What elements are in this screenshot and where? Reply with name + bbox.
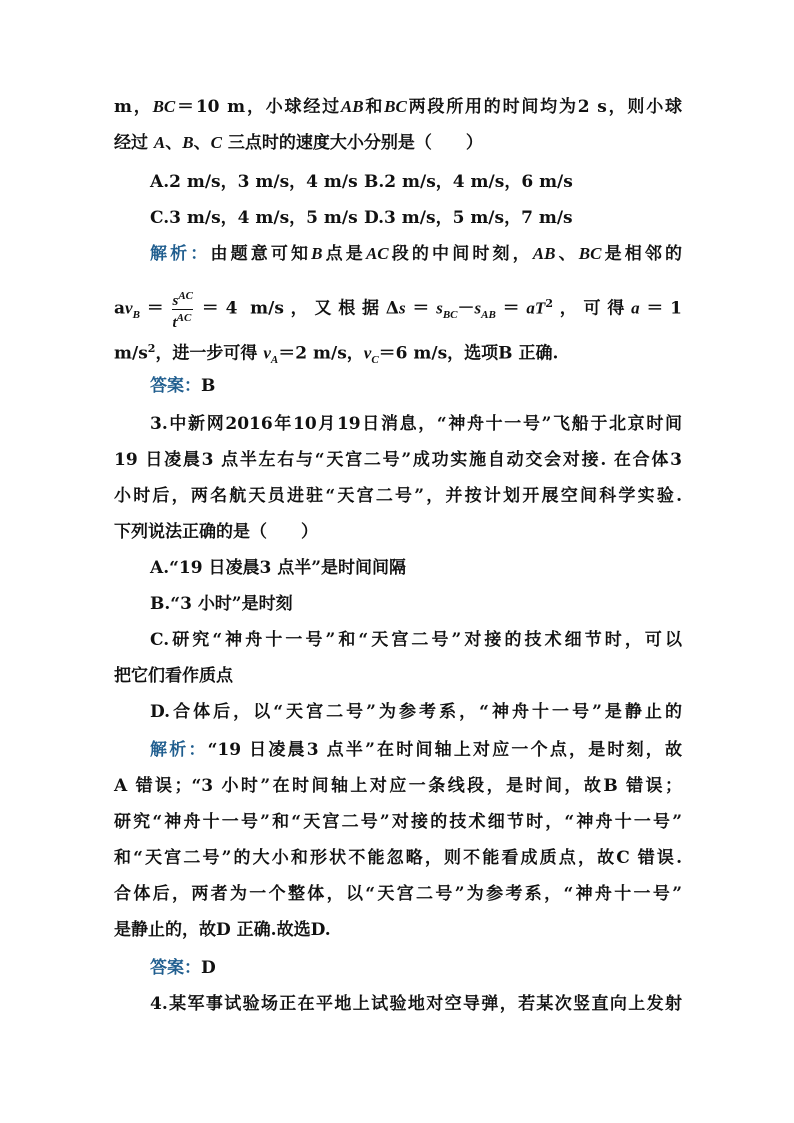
q3-option-b: B.“3 小时”是时刻 [150, 594, 293, 614]
q3-line-4: 下列说法正确的是（ ） [114, 522, 318, 542]
q2-jiexi-line-1: 解析：由题意可知B点是AC段的中间时刻，AB、BC是相邻的 [150, 244, 683, 264]
q2-options-row-1 [150, 170, 682, 194]
q2-line-2: 经过 A、B、C 三点时的速度大小分别是（ ） [114, 133, 483, 153]
q2-line-1: m，BC＝10 m，小球经过AB和BC两段所用的时间均为2 s，则小球 [114, 97, 682, 117]
q3-option-c-line-1: C.研究“神舟十一号”和“天宫二号”对接的技术细节时，可以 [150, 630, 682, 650]
q2-jiexi-line-2: $av_B=$ $\frac{s^{AC}}{t^{AC}}$ ＝4 m/s，又根据$\Delta s=s_{BC}-s_{AB}=aT^2$，可得a＝1 [114, 289, 683, 331]
q3-jiexi-line-5: 合体后，两者为一个整体，以“天宫二号”为参考系，“神舟十一号” [114, 884, 682, 904]
q4-line-1: 4.某军事试验场正在平地上试验地对空导弹，若某次竖直向上发射 [150, 994, 682, 1014]
q3-jiexi-line-1: 解析：“19 日凌晨3 点半”在时间轴上对应一个点，是时刻，故 [150, 740, 682, 760]
q3-jiexi-line-3: 研究“神舟十一号”和“天宫二号”对接的技术细节时，“神舟十一号” [114, 812, 682, 832]
q3-answer [150, 956, 682, 980]
q2-answer [150, 374, 682, 398]
q3-line-2: 19 日凌晨3 点半左右与“天宫二号”成功实施自动交会对接. 在合体3 [114, 450, 682, 470]
q3-jiexi-line-4: 和“天宫二号”的大小和形状不能忽略，则不能看成质点，故C 错误. [114, 848, 682, 868]
q2-answer-value: B [201, 376, 216, 396]
q3-jiexi-line-6: 是静止的，故D 正确.故选D. [114, 920, 331, 940]
q3-answer-label: 答案： [150, 958, 201, 978]
q2-jiexi-line-3: $m/s^2$，进一步可得 $v_A=2$ m/s，$v_C=6$ m/s，选项B 正确. [114, 342, 559, 367]
q2-option-b: B.2 m/s，4 m/s，6 m/s [364, 172, 573, 192]
q3-option-c-line-2: 把它们看作质点 [114, 666, 233, 686]
q2-options-row-2 [150, 206, 682, 230]
q2-option-d: D.3 m/s，5 m/s，7 m/s [364, 208, 573, 228]
velocity-fraction: $\frac{s^{AC}}{t^{AC}}$ [172, 289, 194, 331]
q3-option-a: A.“19 日凌晨3 点半”是时间间隔 [150, 558, 406, 578]
q2-jiexi-label: 解析： [150, 244, 211, 264]
q3-line-3: 小时后，两名航天员进驻“天宫二号”，并按计划开展空间科学实验. [114, 486, 682, 506]
q3-line-1: 3.中新网2016年10月19日消息，“神舟十一号”飞船于北京时间 [150, 414, 682, 434]
q3-jiexi-label: 解析： [150, 740, 208, 760]
q2-option-c: C.3 m/s，4 m/s，5 m/s [150, 208, 358, 228]
q3-jiexi-line-2: A 错误；“3 小时”在时间轴上对应一条线段，是时间，故B 错误； [114, 776, 682, 796]
q3-answer-value: D [201, 958, 216, 978]
q3-option-d: D.合体后，以“天宫二号”为参考系，“神舟十一号”是静止的 [150, 702, 682, 722]
q2-answer-label: 答案： [150, 376, 201, 396]
q2-option-a: A.2 m/s，3 m/s，4 m/s [150, 172, 358, 192]
